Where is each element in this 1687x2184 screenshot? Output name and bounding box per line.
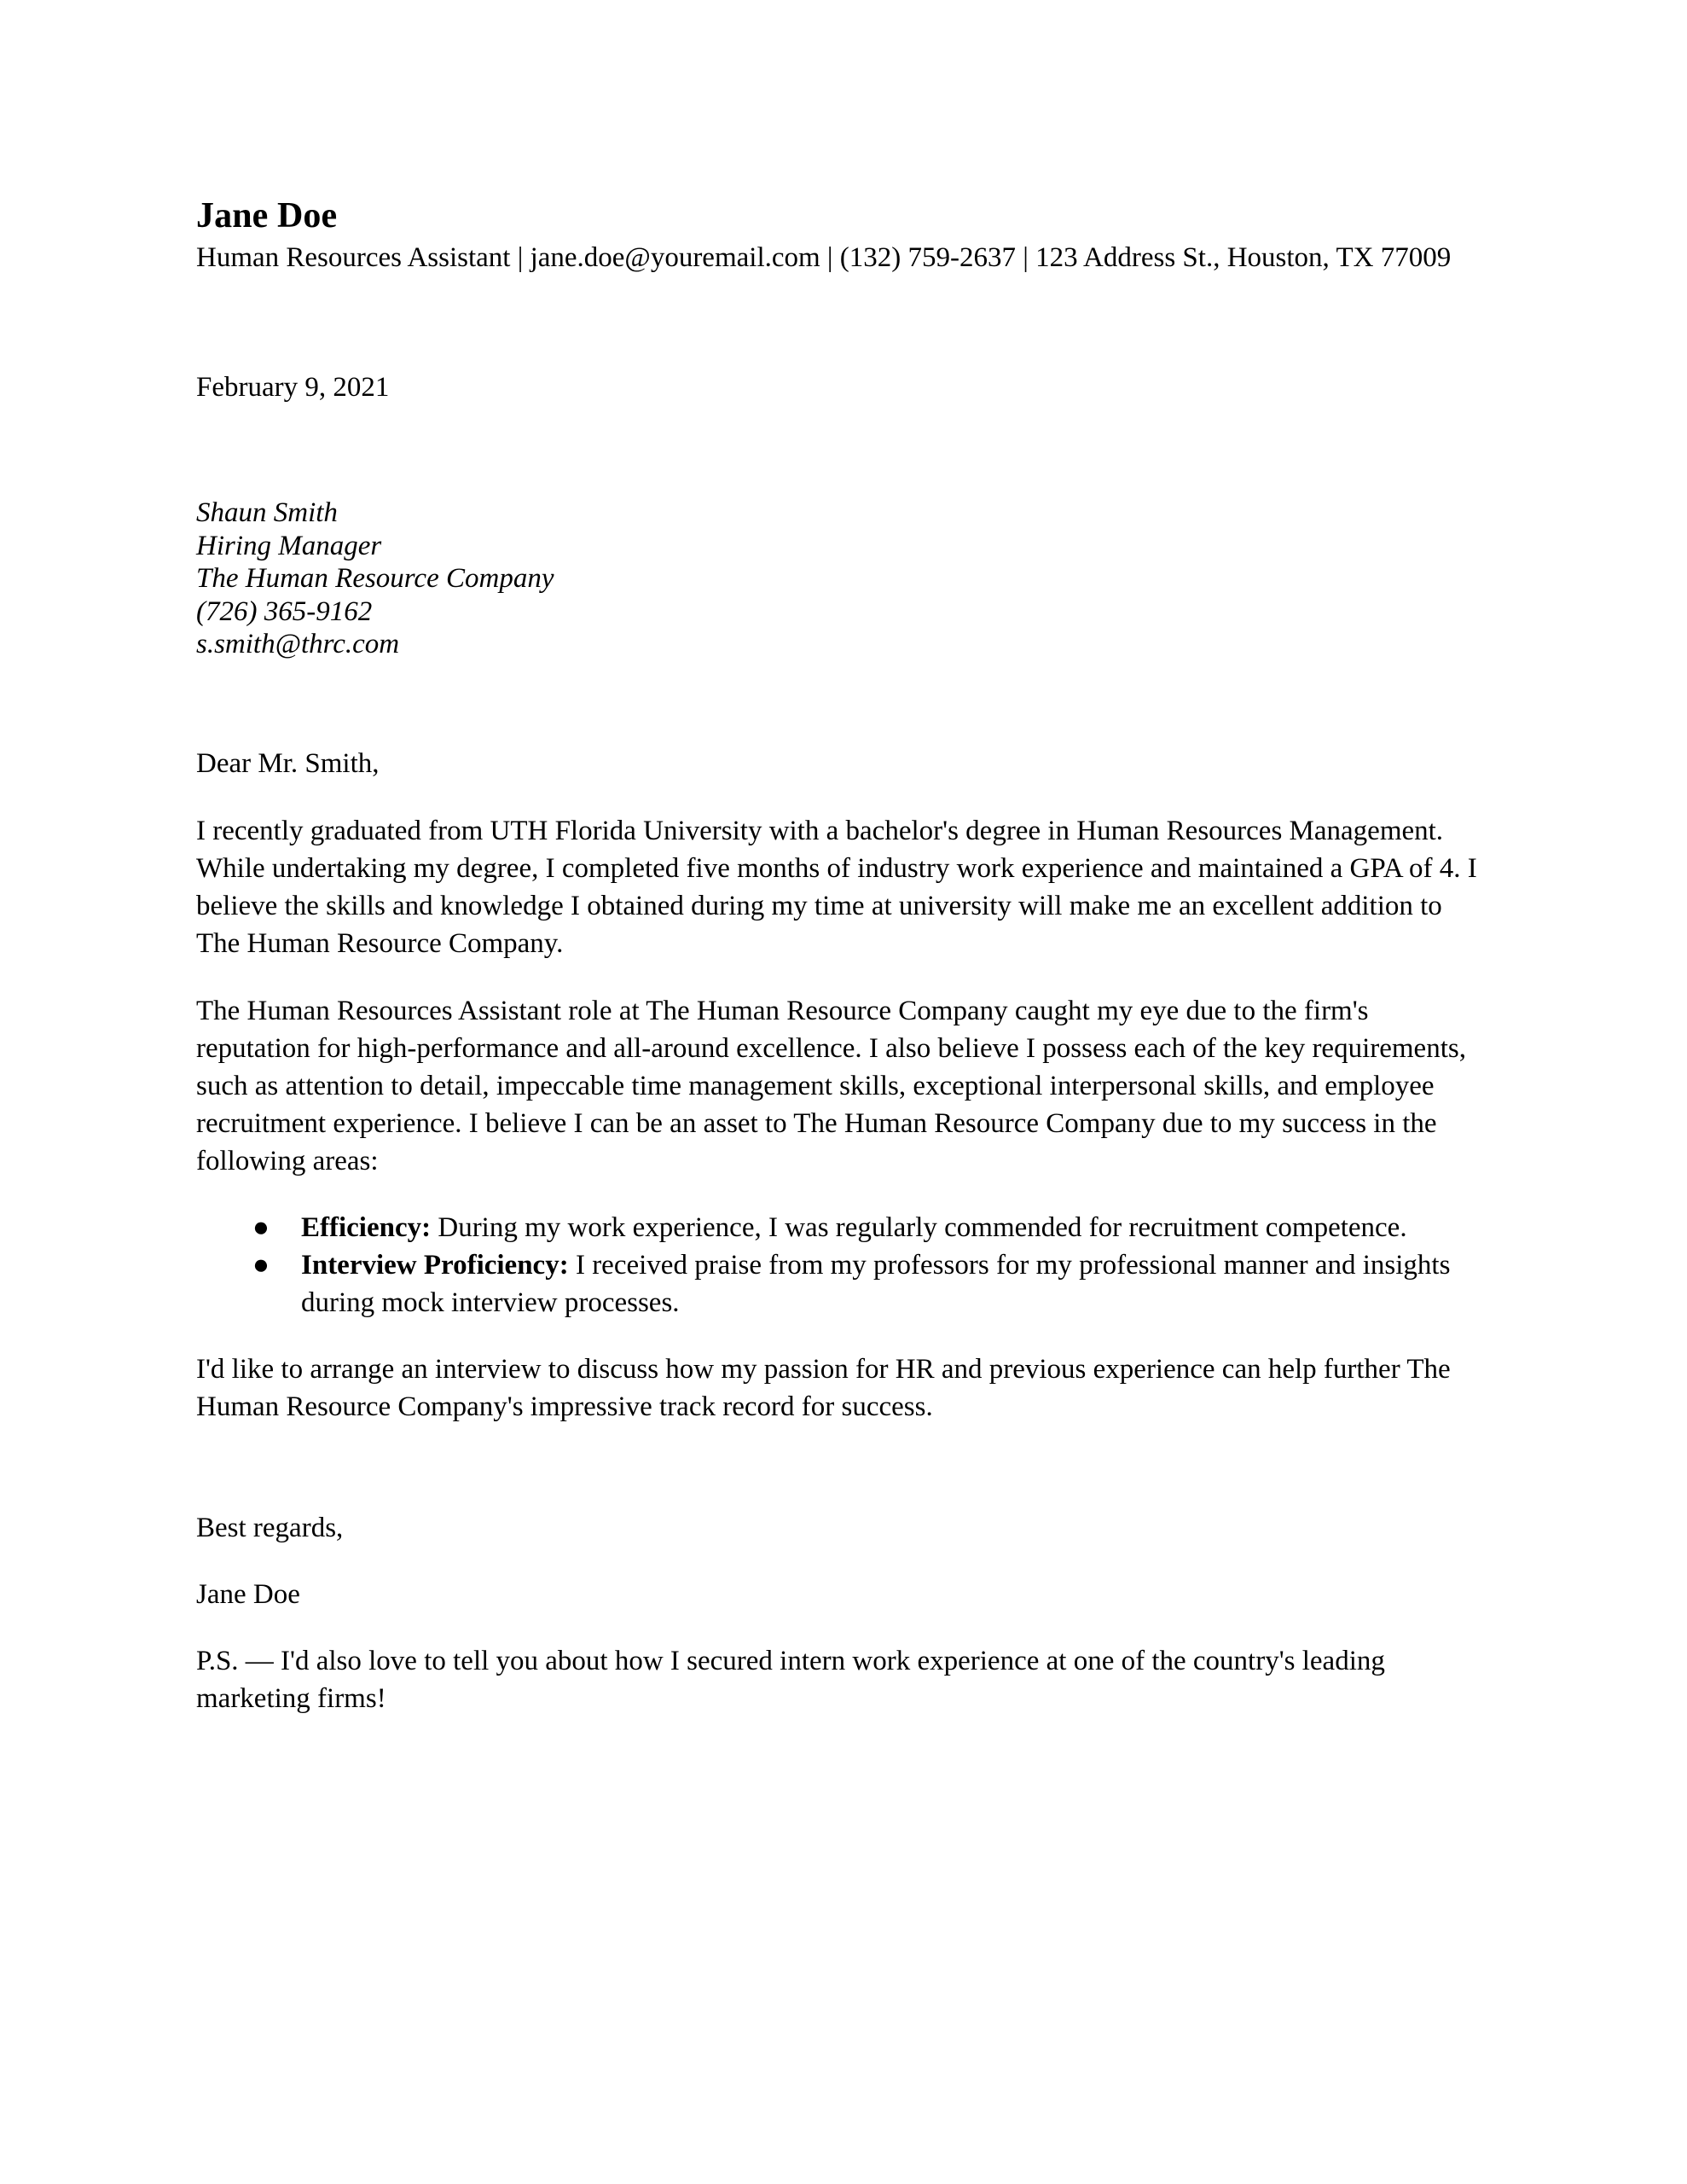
sender-contact-line: Human Resources Assistant | jane.doe@youremail.com | (132) 759-2637 | 123 Address St., Houston, TX 77009 [196,242,1452,273]
letter-content [196,196,1484,1717]
letter-date: February 9, 2021 [196,372,390,403]
postscript: P.S. — I'd also love to tell you about how I secured intern work experience at one of the country's leading marketing firms! [196,1645,1385,1714]
recipient-name: Shaun Smith [196,497,338,528]
list-item-lead: Efficiency: [301,1211,432,1243]
sender-header [196,196,1484,276]
signature-name: Jane Doe [196,1578,300,1610]
sender-name: Jane Doe [196,196,338,235]
bullet-dot-icon: ● [252,1211,270,1243]
list-item [196,1246,1484,1321]
signoff: Best regards, [196,1512,344,1543]
salutation: Dear Mr. Smith, [196,747,380,779]
recipient-phone: (726) 365-9162 [196,595,373,627]
recipient-block [196,497,1484,661]
recipient-title: Hiring Manager [196,530,382,561]
body-paragraph-1: I recently graduated from UTH Florida University with a bachelor's degree in Human Resources Management. While undertaking my degree, I completed five months of industry work experience and maintained a GPA of 4. I believe the skills and knowledge I obtained during my time at university will make me an excellent addition to The Human Resource Company. [196,815,1477,959]
body-paragraph-2: The Human Resources Assistant role at The Human Resource Company caught my eye due to the firm's reputation for high-performance and all-around excellence. I also believe I possess each of the key requirements, such as attention to detail, impeccable time management skills, exceptional interpersonal skills, and employee recruitment experience. I believe I can be an asset to The Human Resource Company due to my success in the following areas: [196,995,1466,1176]
list-item [196,1209,1484,1246]
bullet-dot-icon: ● [252,1249,270,1281]
body-paragraph-3: I'd like to arrange an interview to discuss how my passion for HR and previous experience can help further The Human Resource Company's impressive track record for success. [196,1353,1451,1422]
strengths-list [196,1209,1484,1321]
recipient-email: s.smith@thrc.com [196,629,400,659]
list-item-lead: Interview Proficiency: [301,1249,569,1281]
recipient-company: The Human Resource Company [196,563,554,594]
list-item-text: During my work experience, I was regularly commended for recruitment competence. [431,1211,1407,1243]
list-item-text: I received praise from my professors for my professional manner and insights during mock interview processes. [301,1249,1451,1318]
